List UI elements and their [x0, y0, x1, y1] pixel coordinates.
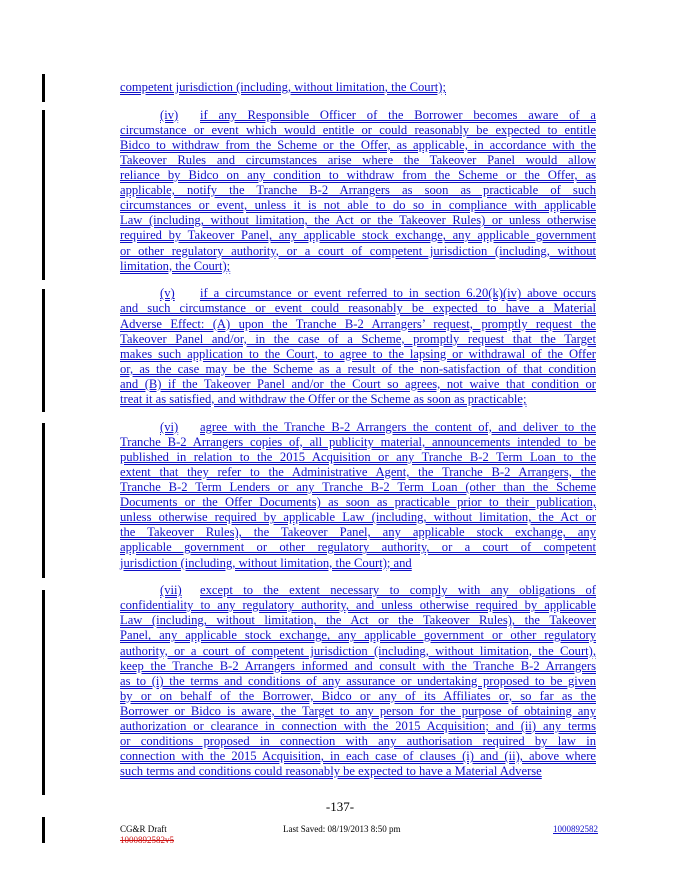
paragraph-line [120, 362, 596, 377]
paragraph-line [120, 749, 596, 764]
line-text: circumstances or event, unless it is not able to do so in compliance with applicable [120, 198, 596, 213]
paragraph [120, 583, 596, 779]
paragraph-line [120, 598, 596, 613]
paragraph-line [120, 556, 596, 571]
paragraph-line [120, 244, 596, 259]
line-text: and (B) if the Takeover Panel and/or the Court so agrees, not waive that condition or [120, 376, 596, 391]
paragraph-line [120, 719, 596, 734]
line-text: makes such application to the Court, to agree to the lapsing or withdrawal of the Offer [120, 346, 596, 361]
paragraph-line [120, 347, 596, 362]
paragraph-line [120, 764, 596, 779]
paragraph-line [120, 301, 596, 316]
paragraph-line [120, 704, 596, 719]
paragraph-line [120, 108, 596, 123]
paragraph-line [120, 377, 596, 392]
line-text: Documents or the Offer Documents) as soon as practicable prior to their publication, [120, 495, 596, 510]
paragraph-line [120, 213, 596, 228]
paragraph-line [120, 138, 596, 153]
line-text: published in relation to the 2015 Acquisition or any Tranche B-2 Term Loan to the [120, 449, 596, 464]
paragraph-line [120, 495, 596, 510]
paragraph-line [120, 510, 596, 525]
line-text: Tranche B-2 Term Lenders or any Tranche B-2 Term Loan (other than the Scheme [120, 480, 596, 495]
paragraph-line [120, 644, 596, 659]
line-text: or conditions proposed in connection with any authorisation required by law in [120, 734, 596, 749]
line-text: if any Responsible Officer of the Borrower becomes aware of a [200, 107, 596, 122]
line-text: unless otherwise required by applicable Law (including, without limitation, the Act or [120, 510, 596, 525]
footer-last-saved: Last Saved: 08/19/2013 8:50 pm [283, 824, 401, 834]
paragraph-line [120, 583, 596, 598]
line-text: circumstance or event which would entitle or could reasonably be expected to entitle [120, 122, 596, 137]
document-body [120, 80, 596, 792]
line-text: extent that they refer to the Administrative Agent, the Tranche B-2 Arrangers, the [120, 464, 596, 479]
line-text: Adverse Effect: (A) upon the Tranche B-2 Arrangers’ request, promptly request the [120, 316, 596, 331]
paragraph-number: (vii) [160, 583, 182, 598]
line-text: Takeover Panel and/or, in the case of a Scheme, promptly request that the Target [120, 331, 596, 346]
line-text: authorization or clearance in connection with the 2015 Acquisition; and (ii) any terms [120, 719, 596, 734]
paragraph-number: (vi) [160, 419, 179, 434]
line-text: treat it as satisfied, and withdraw the Offer or the Scheme as soon as practicable; [120, 391, 527, 406]
paragraph-line [120, 540, 596, 555]
paragraph [120, 286, 596, 407]
paragraph [120, 80, 596, 95]
paragraph-line [120, 198, 596, 213]
paragraph-line [120, 317, 596, 332]
footer-docid: 1000892582 [553, 824, 598, 834]
paragraph-line [120, 525, 596, 540]
footer-draft-label [120, 824, 174, 846]
change-bar [42, 74, 45, 102]
line-text: Bidco to withdraw from the Scheme or the Offer, as applicable, in accordance with the [120, 137, 596, 152]
paragraph-line [120, 628, 596, 643]
paragraph-line [120, 80, 596, 95]
paragraph-line [120, 734, 596, 749]
line-text: competent jurisdiction (including, without limitation, the Court); [120, 80, 446, 94]
change-bar [42, 289, 45, 412]
line-text: connection with the 2015 Acquisition, in each case of clauses (i) and (ii), above where [120, 749, 596, 764]
footer-draft-text: CG&R Draft [120, 824, 167, 834]
paragraph-line [120, 420, 596, 435]
paragraph-number: (v) [160, 286, 175, 301]
line-text: jurisdiction (including, without limitation, the Court); and [120, 555, 412, 570]
paragraph [120, 420, 596, 571]
change-bar [42, 590, 45, 795]
line-text: Panel, any applicable stock exchange, any applicable government or other regulatory [120, 628, 596, 643]
line-text: keep the Tranche B-2 Arrangers informed and consult with the Tranche B-2 Arrangers [120, 658, 596, 673]
paragraph-line [120, 286, 596, 301]
line-text: Law (including, without limitation, the Act or the Takeover Rules), the Takeover [120, 613, 596, 628]
line-text: if a circumstance or event referred to in section 6.20(k)(iv) above occurs [200, 286, 596, 301]
line-text: required by Takeover Panel, any applicable stock exchange, any applicable government [120, 228, 596, 243]
paragraph-line [120, 674, 596, 689]
line-text: Takeover Rules and circumstances arise where the Takeover Panel would allow [120, 152, 596, 167]
line-text: applicable government or other regulatory authority, or a court of competent [120, 540, 596, 555]
paragraph-line [120, 153, 596, 168]
paragraph-line [120, 465, 596, 480]
line-text: limitation, the Court); [120, 258, 231, 273]
line-text: and such circumstance or event could reasonably be expected to have a Material [120, 301, 596, 316]
line-text: authority, or a court of competent jurisdiction (including, without limitation, the Court), [120, 643, 596, 658]
line-text: or other regulatory authority, or a court of competent jurisdiction (including, without [120, 243, 596, 258]
paragraph-line [120, 689, 596, 704]
paragraph-line [120, 435, 596, 450]
paragraph [120, 108, 596, 274]
page-number: -137- [325, 799, 355, 814]
line-text: the Takeover Rules), the Takeover Panel, any applicable stock exchange, any [120, 525, 596, 540]
paragraph-line [120, 123, 596, 138]
line-text: or, as the case may be the Scheme as a result of the non-satisfaction of that condition [120, 361, 596, 376]
paragraph-line [120, 392, 596, 407]
line-text: except to the extent necessary to comply with any obligations of [200, 583, 596, 598]
line-text: reliance by Bidco on any condition to withdraw from the Scheme or the Offer, as [120, 168, 596, 183]
paragraph-line [120, 228, 596, 243]
paragraph-line [120, 450, 596, 465]
paragraph-line [120, 480, 596, 495]
line-text: as to (i) the terms and conditions of any assurance or undertaking proposed to be given [120, 673, 596, 688]
change-bar [42, 423, 45, 578]
paragraph-number: (iv) [160, 107, 179, 122]
line-text: Tranche B-2 Arrangers copies of, all publicity material, announcements intended to be [120, 434, 596, 449]
change-bar [42, 817, 45, 843]
line-text: agree with the Tranche B-2 Arrangers the content of, and deliver to the [200, 419, 596, 434]
line-text: such terms and conditions could reasonably be expected to have a Material Adverse [120, 764, 542, 779]
line-text: Borrower or Bidco is aware, the Target to any person for the purpose of obtaining any [120, 703, 596, 718]
change-bar [42, 110, 45, 280]
line-text: applicable, notify the Tranche B-2 Arrangers as soon as practicable of such [120, 183, 596, 198]
line-text: Law (including, without limitation, the Act or the Takeover Rules) or unless otherwise [120, 213, 596, 228]
paragraph-line [120, 259, 596, 274]
footer-deleted-docid: 1000892582v5 [120, 835, 174, 845]
line-text: confidentiality to any regulatory authority, and unless otherwise required by applicable [120, 598, 596, 613]
paragraph-line [120, 613, 596, 628]
line-text: by or on behalf of the Borrower, Bidco or any of its Affiliates or, so far as the [120, 688, 596, 703]
paragraph-line [120, 183, 596, 198]
paragraph-line [120, 168, 596, 183]
paragraph-line [120, 332, 596, 347]
paragraph-line [120, 659, 596, 674]
